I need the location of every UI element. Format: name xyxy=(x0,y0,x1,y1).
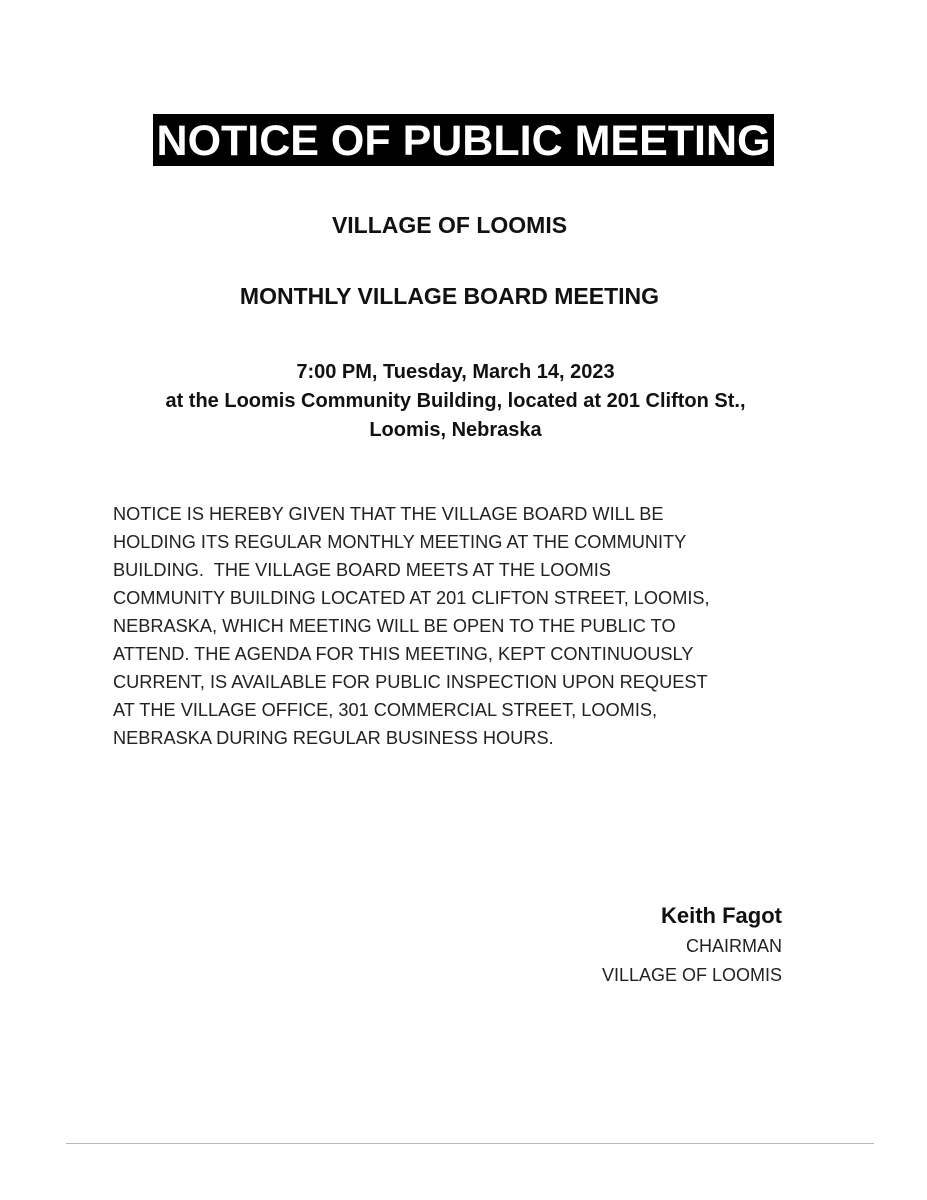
meeting-city-line: Loomis, Nebraska xyxy=(369,419,542,441)
body-line: BUILDING. THE VILLAGE BOARD MEETS AT THE LOOMIS xyxy=(113,560,611,580)
meeting-heading: MONTHLY VILLAGE BOARD MEETING xyxy=(239,283,660,309)
notice-body xyxy=(113,500,793,752)
signature-block xyxy=(602,900,782,990)
body-line: NOTICE IS HEREBY GIVEN THAT THE VILLAGE BOARD WILL BE xyxy=(113,504,664,524)
body-line: CURRENT, IS AVAILABLE FOR PUBLIC INSPECTION UPON REQUEST xyxy=(113,672,708,692)
body-line: AT THE VILLAGE OFFICE, 301 COMMERCIAL STREET, LOOMIS, xyxy=(113,700,658,720)
signatory-role: CHAIRMAN xyxy=(685,936,782,956)
meeting-time-location xyxy=(0,358,927,445)
signatory-name: Keith Fagot xyxy=(661,903,782,928)
body-line: ATTEND. THE AGENDA FOR THIS MEETING, KEPT CONTINUOUSLY xyxy=(113,644,694,664)
page-title-container xyxy=(0,114,927,166)
meeting-location-line: at the Loomis Community Building, located at 201 Clifton St., xyxy=(165,390,746,412)
body-line: NEBRASKA, WHICH MEETING WILL BE OPEN TO THE PUBLIC TO xyxy=(113,616,676,636)
footer-divider xyxy=(66,1143,874,1144)
body-line: COMMUNITY BUILDING LOCATED AT 201 CLIFTON STREET, LOOMIS, xyxy=(113,588,710,608)
meeting-datetime: 7:00 PM, Tuesday, March 14, 2023 xyxy=(296,361,615,383)
signatory-organization: VILLAGE OF LOOMIS xyxy=(601,965,782,985)
body-line: NEBRASKA DURING REGULAR BUSINESS HOURS. xyxy=(113,728,554,748)
village-heading: VILLAGE OF LOOMIS xyxy=(331,212,568,238)
page-title: NOTICE OF PUBLIC MEETING xyxy=(153,114,775,166)
body-line: HOLDING ITS REGULAR MONTHLY MEETING AT THE COMMUNITY xyxy=(113,532,687,552)
